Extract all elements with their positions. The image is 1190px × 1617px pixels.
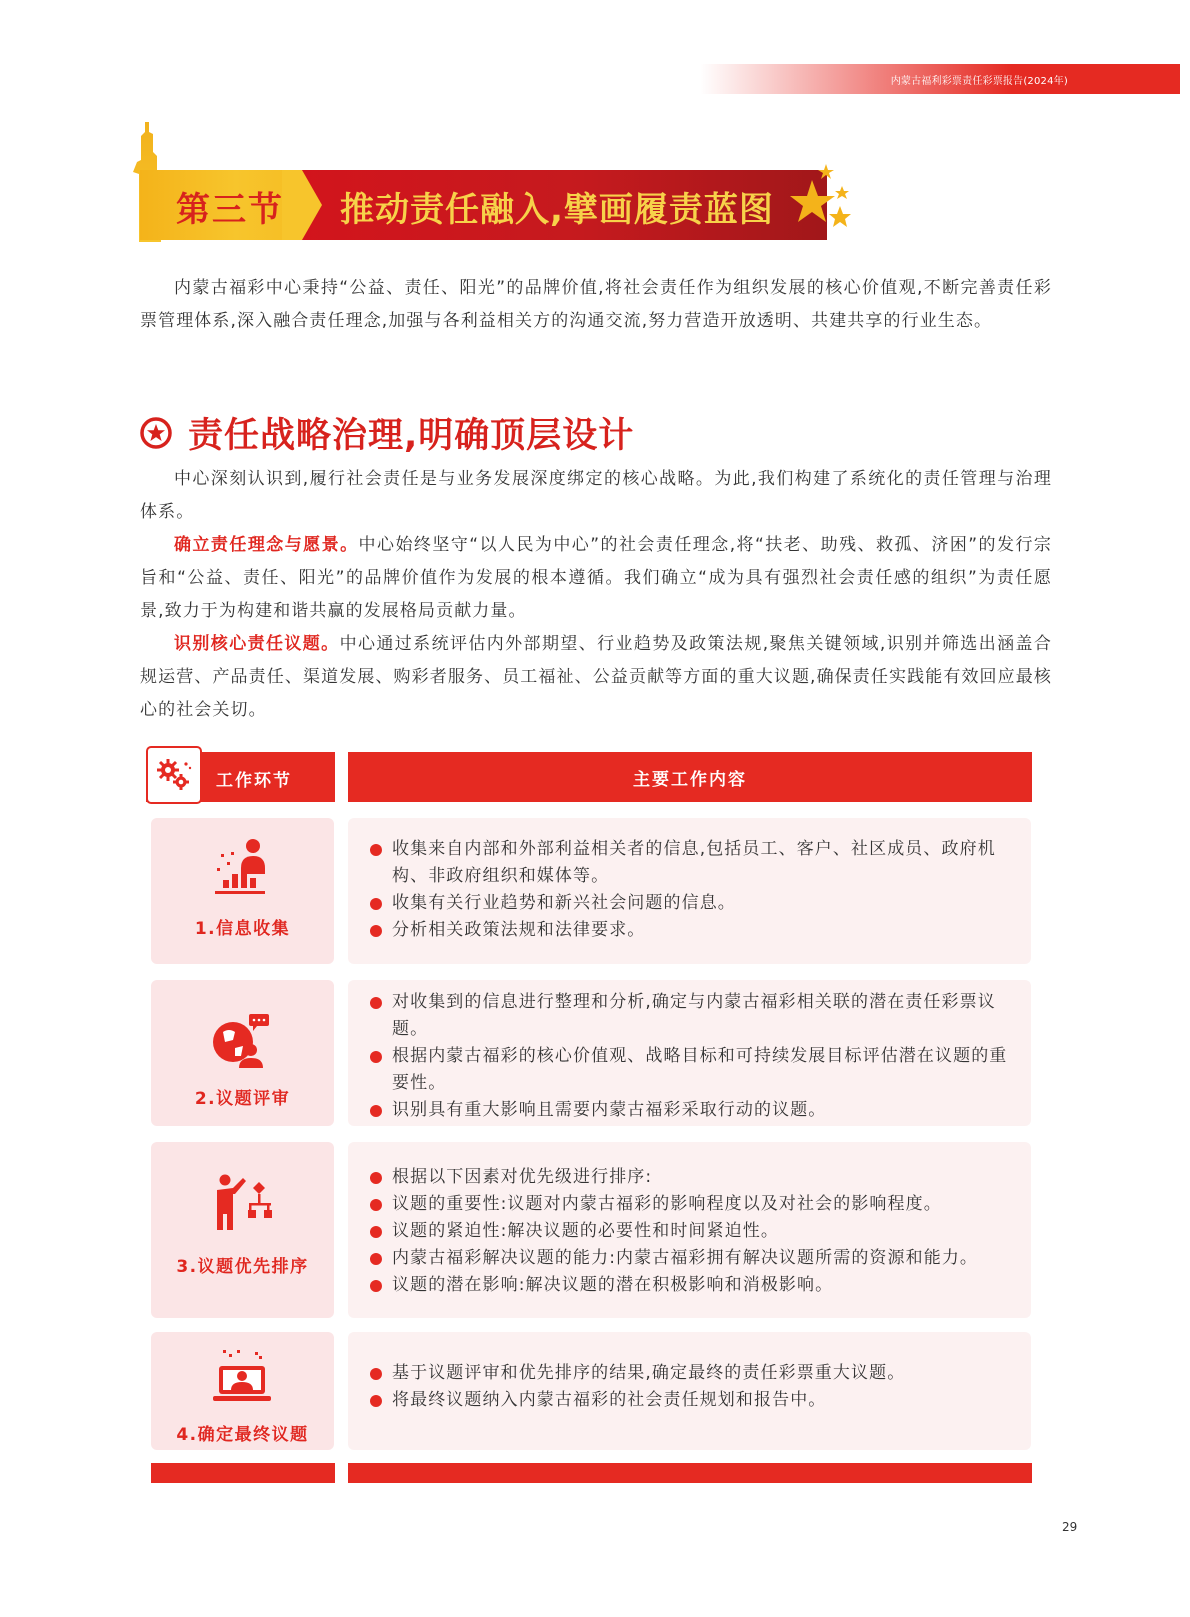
list-item: 收集有关行业趋势和新兴社会问题的信息。 (370, 890, 1011, 917)
paragraph-vision-body: 中心始终坚守“以人民为中心”的社会责任理念,将“扶老、助残、救孤、济困”的发行宗旨和“公益、责任、阳光”的品牌价值作为发展的根本遵循。我们确立“成为具有强烈社会责任感的组织”为责任愿景,致力于为构建和谐共赢的发展格局贡献力量。 (140, 535, 1052, 621)
header-band (700, 64, 1180, 94)
list-item: 基于议题评审和优先排序的结果,确定最终的责任彩票重大议题。 (370, 1360, 1011, 1387)
paragraph-strategy: 中心深刻认识到,履行社会责任是与业务发展深度绑定的核心战略。为此,我们构建了系统化的责任管理与治理体系。 (140, 469, 1052, 522)
gears-icon (146, 746, 202, 804)
subsection-title: 责任战略治理,明确顶层设计 (188, 416, 635, 456)
data-analyst-icon (209, 834, 275, 900)
table-row-4-content (348, 1332, 1031, 1450)
section-title: 推动责任融入,擘画履责蓝图 (340, 190, 774, 230)
page-number: 29 (1062, 1520, 1078, 1534)
table-row-2-stage-label: 2.议题评审 (194, 1089, 291, 1109)
list-item: 将最终议题纳入内蒙古福彩的社会责任规划和报告中。 (370, 1387, 1011, 1414)
section-number: 第三节 (176, 190, 284, 230)
list-item: 议题的重要性:议题对内蒙古福彩的影响程度以及对社会的影响程度。 (370, 1191, 1011, 1218)
report-title: 内蒙古福利彩票责任彩票报告(2024年) (890, 76, 1068, 87)
paragraph-vision-lead: 确立责任理念与愿景。 (174, 535, 359, 555)
list-item: 分析相关政策法规和法律要求。 (370, 917, 1011, 944)
paragraph-issues-lead: 识别核心责任议题。 (174, 634, 340, 654)
star-badge-icon (140, 417, 172, 449)
list-item: 议题的紧迫性:解决议题的必要性和时间紧迫性。 (370, 1218, 1011, 1245)
intro-paragraph: 内蒙古福彩中心秉持“公益、责任、阳光”的品牌价值,将社会责任作为组织发展的核心价值观,不断完善责任彩票管理体系,深入融合责任理念,加强与各利益相关方的沟通交流,努力营造开放透明、共建共享的行业生态。 (140, 278, 1052, 331)
table-header-stage-label: 工作环节 (216, 771, 292, 791)
paragraph-issues-body: 中心通过系统评估内外部期望、行业趋势及政策法规,聚焦关键领域,识别并筛选出涵盖合规运营、产品责任、渠道发展、购彩者服务、员工福祉、公益贡献等方面的重大议题,确保责任实践能有效回应最核心的社会关切。 (140, 634, 1052, 720)
list-item: 根据内蒙古福彩的核心价值观、战略目标和可持续发展目标评估潜在议题的重要性。 (370, 1043, 1011, 1097)
table-row-1-stage (151, 818, 334, 964)
list-item: 根据以下因素对优先级进行排序: (370, 1164, 1011, 1191)
table-row-2-stage (151, 980, 334, 1126)
list-item: 识别具有重大影响且需要内蒙古福彩采取行动的议题。 (370, 1097, 1011, 1124)
table-row-2-content (348, 980, 1031, 1126)
global-discussion-icon (209, 1010, 275, 1076)
table-row-3-content (348, 1142, 1031, 1318)
table-row-3-stage-label: 3.议题优先排序 (176, 1257, 309, 1277)
table-header-content: 主要工作内容 (348, 752, 1032, 802)
stars-icon (790, 160, 858, 240)
table-footer-right (348, 1463, 1032, 1483)
list-item: 内蒙古福彩解决议题的能力:内蒙古福彩拥有解决议题所需的资源和能力。 (370, 1245, 1011, 1272)
table-row-4-stage (151, 1332, 334, 1450)
paragraph-issues (140, 628, 1052, 727)
list-item: 对收集到的信息进行整理和分析,确定与内蒙古福彩相关联的潜在责任彩票议题。 (370, 989, 1011, 1043)
table-row-1-stage-label: 1.信息收集 (194, 919, 291, 939)
presenter-hierarchy-icon (209, 1170, 275, 1236)
table-row-1-content (348, 818, 1031, 964)
laptop-user-icon (209, 1346, 275, 1412)
table-row-4-stage-label: 4.确定最终议题 (176, 1425, 309, 1445)
table-row-3-stage (151, 1142, 334, 1318)
table-footer-left (151, 1463, 335, 1483)
list-item: 收集来自内部和外部利益相关者的信息,包括员工、客户、社区成员、政府机构、非政府组织和媒体等。 (370, 836, 1011, 890)
paragraph-vision (140, 529, 1052, 628)
list-item: 议题的潜在影响:解决议题的潜在积极影响和消极影响。 (370, 1272, 1011, 1299)
